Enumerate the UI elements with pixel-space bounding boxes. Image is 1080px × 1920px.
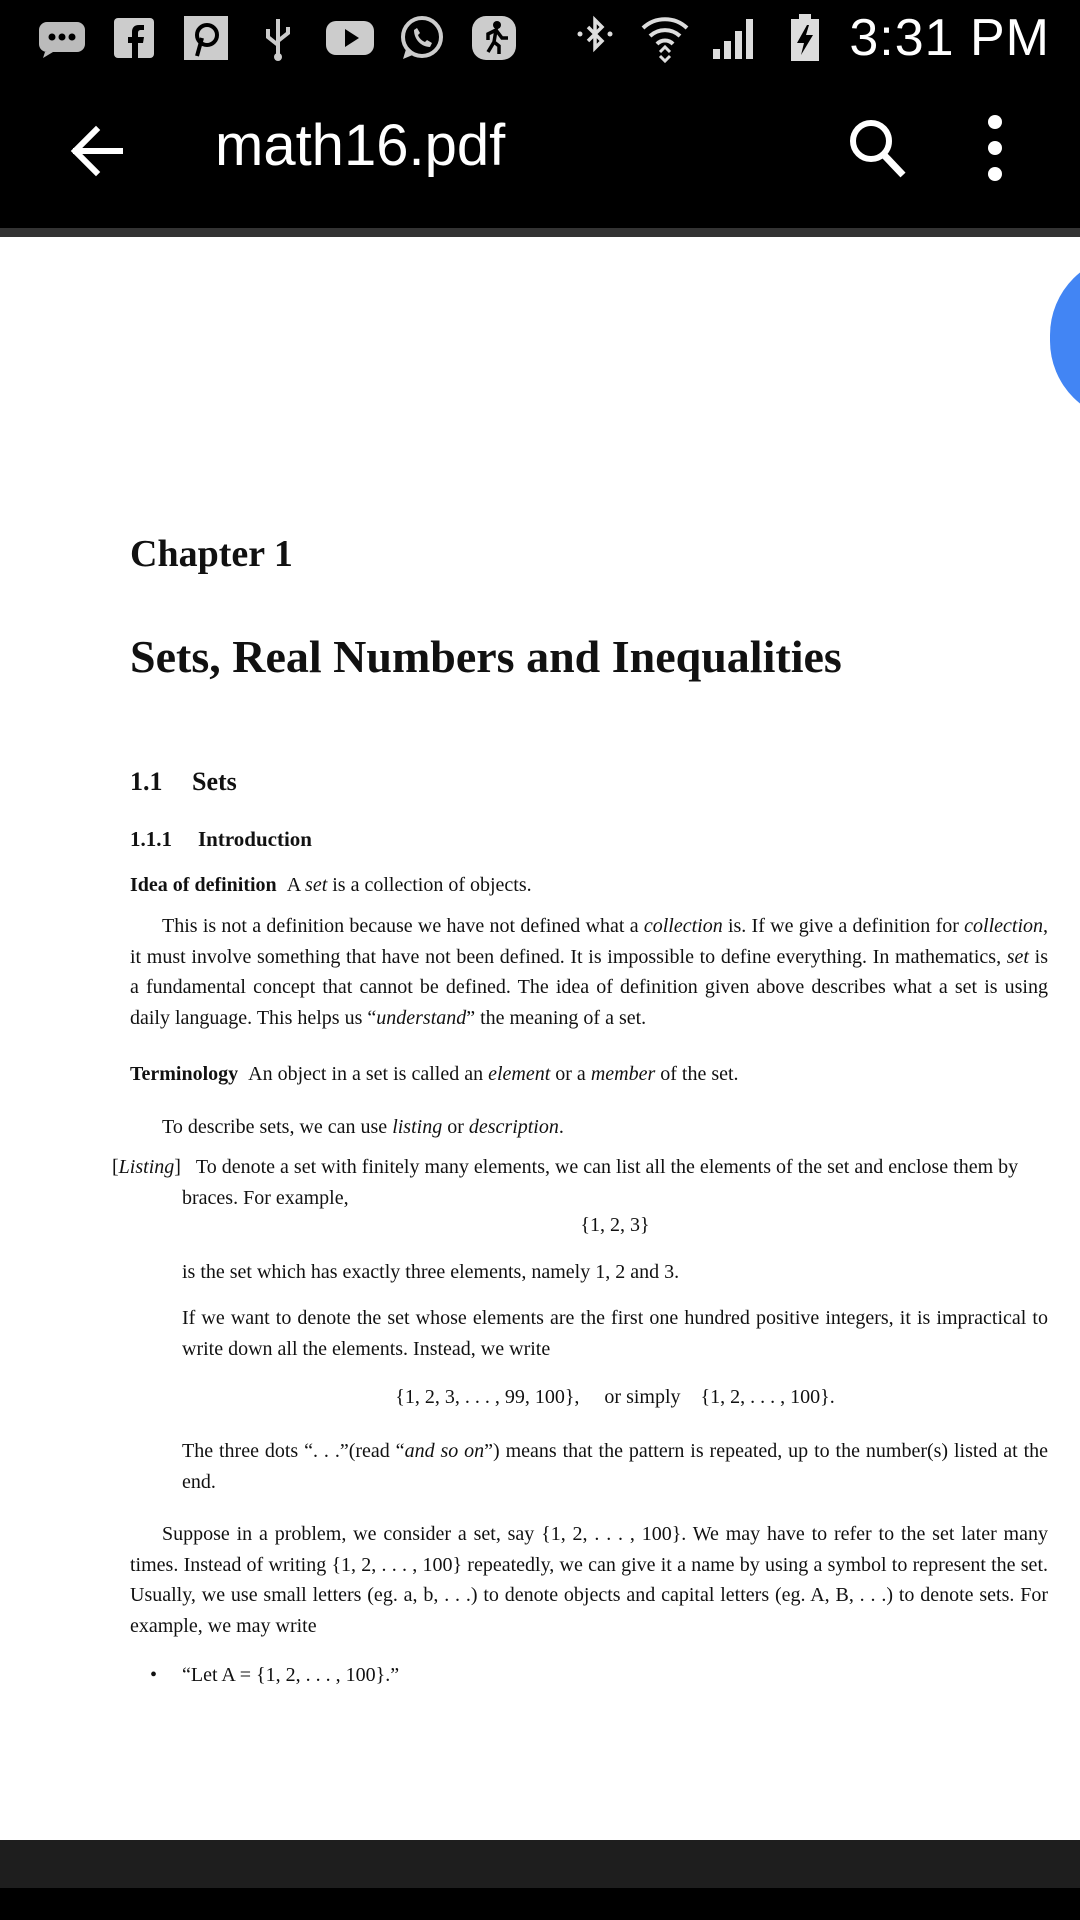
app-bar [0,75,1080,230]
bottom-bar [0,1840,1080,1888]
navigation-area [0,1888,1080,1920]
text-run: This is not a definition because we have not defined what a [162,915,644,937]
text-run: is a fundamental concept that cannot be defined. The idea of definition given above describes what a set is using daily language. This helps us “ [130,945,1048,1029]
text-run: ”) means that the pattern is repeated, up to the number(s) listed at the end. [182,1440,1049,1493]
text-run: To denote a set with finitely many elements, we can list all the elements of the set and enclose them by [195,1156,1019,1178]
listing-continuation: braces. For example, [182,1187,349,1209]
terminology-paragraph [130,1059,1048,1090]
set-description-line: is the set which has exactly three elements, namely 1, 2 and 3. [182,1261,680,1283]
clock: 3:31 PM [849,8,1050,67]
text-run: is. If we give a definition for [722,915,965,937]
battery-charging-icon [779,14,831,62]
paragraph-definition [130,911,1048,1033]
pinterest-icon [180,14,232,62]
bullet-marker: • [150,1664,158,1686]
text-run: is a collection of objects. [327,874,532,896]
facebook-icon [108,14,160,62]
pdf-page[interactable] [0,237,1080,1840]
arrow-back-icon [62,115,134,187]
notification-icons [36,12,520,64]
search-icon [845,113,911,185]
back-button[interactable] [62,115,134,187]
equation-set-100: {1, 2, 3, . . . , 99, 100}, or simply {1, 2, . . . , 100}. [395,1386,835,1408]
section-heading [130,767,237,797]
text-run: description [468,1116,559,1138]
subsection-number: 1.1.1 [130,827,172,851]
text-run: , it must involve something that have not been defined. It is impossible to define everything. In mathematics, [130,915,1048,968]
text-run: collection [964,915,1043,937]
listing-item: [Listing] To denote a set with finitely many elements, we can list all the elements of the set and enclose them by [112,1156,1019,1178]
status-bar [0,0,1080,75]
text-run: listing [392,1116,443,1138]
chapter-title: Sets, Real Numbers and Inequalities [130,631,842,682]
more-notifications-icon [36,14,88,62]
text-run: ” the meaning of a set. [466,1006,647,1029]
suppose-paragraph: Suppose in a problem, we consider a set, say {1, 2, . . . , 100}. We may have to refer to the set later many times. Instead of writing {1, 2, . . . , 100} repeatedly, we can give it a name by using a symbol to represent the set. Usually, we use small letters (eg. a, b, . . .) to denote objects and capital letters (eg. A, B, . . .) to denote sets. For example, we may write [130,1523,1048,1637]
text-run: and so on [404,1440,485,1462]
text-run: understand [376,1006,467,1029]
equation-set-123: {1, 2, 3} [580,1214,650,1236]
text-run: collection [643,915,723,937]
text-run: element [488,1063,551,1085]
describe-paragraph [162,1112,1048,1143]
chapter-label: Chapter 1 [130,533,293,575]
document-title: math16.pdf [215,113,506,178]
idea-heading: Idea of definition [130,874,277,896]
subsection-heading [130,827,312,852]
fast-scroll-handle[interactable] [1050,255,1080,421]
text-run: member [590,1063,656,1085]
more-options-button[interactable] [975,110,1015,190]
signal-icon [709,14,761,62]
text-run: A [286,874,306,896]
system-icons [569,0,1050,75]
app-bar-divider [0,228,1080,237]
text-run: set [305,874,328,896]
hundred-paragraph: If we want to denote the set whose elements are the first one hundred positive integers, it is impractical to write down all the elements. Instead, we write [182,1307,1048,1360]
wifi-icon [639,14,691,62]
whatsapp-icon [396,14,448,62]
idea-paragraph [130,870,1048,901]
fitness-app-icon [468,14,520,62]
youtube-icon [324,14,376,62]
terminology-heading: Terminology [130,1063,239,1085]
bluetooth-icon [569,14,621,62]
text-run: or a [550,1063,591,1085]
listing-label: Listing [118,1156,175,1178]
text-run: . [558,1116,564,1138]
text-run: or [442,1116,469,1138]
text-run: An object in a set is called an [248,1063,489,1085]
text-run: of the set. [655,1063,739,1085]
section-number: 1.1 [130,767,163,796]
dots-paragraph [182,1436,1048,1497]
bullet-item: “Let A = {1, 2, . . . , 100}.” [182,1664,400,1686]
search-button[interactable] [845,113,911,185]
text-run: The three dots “. . .”(read “ [182,1440,405,1462]
more-vert-icon [975,110,1015,190]
subsection-title: Introduction [198,827,312,851]
text-run: To describe sets, we can use [162,1116,393,1138]
usb-icon [252,14,304,62]
section-title: Sets [192,767,237,796]
text-run: set [1006,945,1029,968]
